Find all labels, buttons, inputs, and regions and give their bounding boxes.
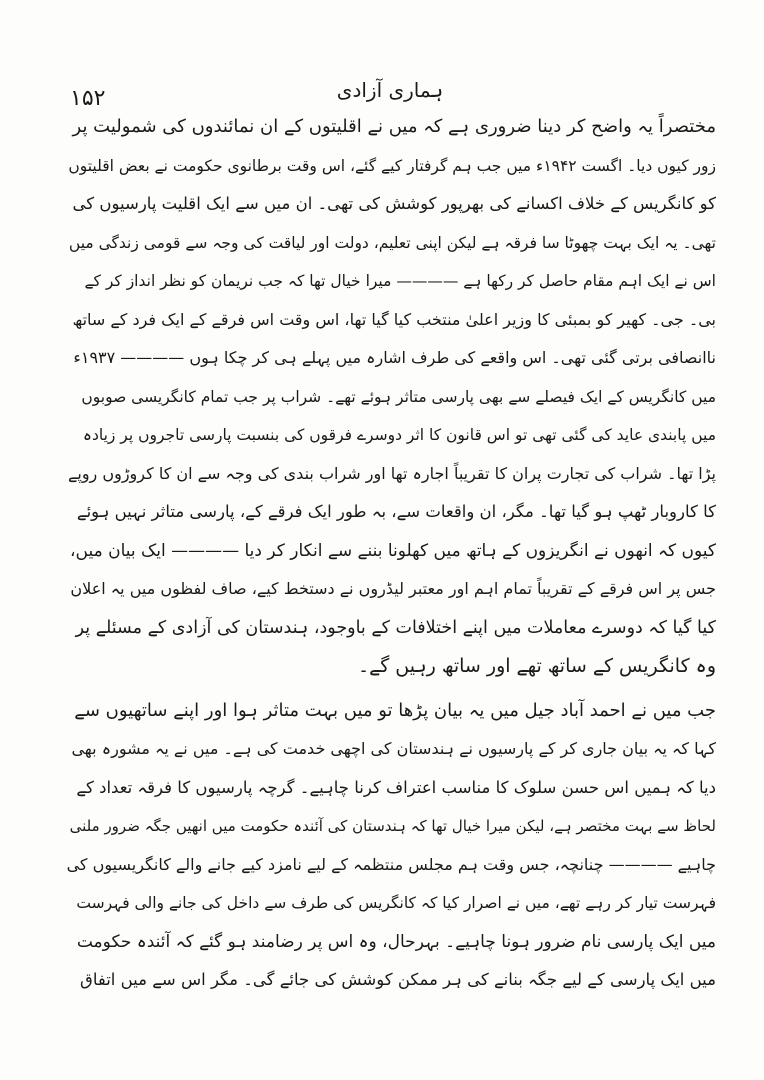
text-line: مختصراً یہ واضح کر دینا ضروری ہے کہ میں نے اقلیتوں کے ان نمائندوں کی شمولیت پر — [72, 116, 716, 137]
text-line: کا کاروبار ٹھپ ہو گیا تھا۔ مگر، ان واقعات سے، بہ طور ایک فرقے کے، پارسی متاثر نہیں ہوئے — [76, 502, 716, 521]
text-line: کو کانگریس کے خلاف اکسانے کی بھرپور کوشش کی تھی۔ ان میں سے ایک اقلیت پارسیوں کی — [72, 194, 716, 213]
text-line: تھی۔ یہ ایک بہت چھوٹا سا فرقہ ہے لیکن اپنی تعلیم، دولت اور لیاقت کی وجہ سے قومی زندگی میں — [68, 233, 716, 252]
text-line: زور کیوں دیا۔ اگست ۱۹۴۲ء میں جب ہم گرفتار کیے گئے، اس وقت برطانوی حکومت نے بعض اقلیتوں — [68, 156, 716, 175]
text-line: دیا کہ ہمیں اس حسن سلوک کا مناسب اعتراف کرنا چاہیے۔ گرچہ پارسیوں کا فرقہ تعداد کے — [76, 777, 716, 797]
body-text — [66, 108, 716, 1000]
text-line: کیوں کہ انھوں نے انگریزوں کے ہاتھ میں کھلونا بننے سے انکار کر دیا ———— ایک بیان میں، — [70, 540, 716, 561]
running-title: ہماری آزادی — [336, 78, 444, 102]
text-line: فہرست تیار کر رہے تھے، میں نے اصرار کیا کہ کانگریس کی طرف سے داخل کی جانے والی فہرست — [76, 894, 716, 912]
text-line: لحاظ سے بہت مختصر ہے، لیکن میرا خیال تھا کہ ہندستان کی آئندہ حکومت میں انھیں جگہ ضرور ملنی — [69, 817, 716, 835]
page-number: ۱۵۲ — [70, 86, 106, 111]
paragraph-2 — [66, 692, 716, 1000]
text-line: بی۔ جی۔ کھیر کو بمبئی کا وزیر اعلیٰ منتخب کیا گیا تھا، اس وقت اس فرقے کے ایک فرد کے ساتھ — [72, 309, 716, 329]
text-line: وہ کانگریس کے ساتھ تھے اور ساتھ رہیں گے۔ — [357, 655, 716, 677]
text-line: کہا کہ یہ بیان جاری کر کے پارسیوں نے ہندستان کی اچھی خدمت کی ہے۔ میں نے یہ مشورہ بھی — [71, 739, 716, 758]
text-line: اس نے ایک اہم مقام حاصل کر رکھا ہے ———— میرا خیال تھا کہ جب نریمان کو نظر انداز کر کے — [84, 272, 716, 290]
text-line: میں کانگریس کے ایک فیصلے سے بھی پارسی متاثر ہوئے تھے۔ شراب پر جب تمام کانگریسی صوبوں — [81, 387, 716, 406]
text-line: جب میں نے احمد آباد جیل میں یہ بیان پڑھا تو میں بہت متاثر ہوا اور اپنے ساتھیوں سے — [74, 699, 716, 721]
text-line: میں ایک پارسی نام ضرور ہونا چاہیے۔ بہرحال، وہ اس پر رضامند ہو گئے کہ آئندہ حکومت — [76, 931, 716, 952]
text-line: چاہیے ———— چنانچہ، جس وقت ہم مجلس منتظمہ کے لیے نامزد کیے جانے والے کانگریسیوں کی — [66, 854, 716, 874]
text-line: پڑا تھا۔ شراب کی تجارت پران کا تقریباً اجارہ تھا اور شراب بندی کی وجہ سے ان کا کروڑوں روپے — [67, 463, 716, 483]
text-line: میں پابندی عاید کی گئی تھی تو اس قانون کا اثر دوسرے فرقوں کی بنسبت پارسی تاجروں پر زیادہ — [82, 426, 716, 444]
text-line: جس پر اس فرقے کے تقریباً تمام اہم اور معتبر لیڈروں نے دستخط کیے، صاف لفظوں میں یہ اعلان — [70, 579, 716, 598]
text-line: میں ایک پارسی کے لیے جگہ بنانے کی ہر ممکن کوشش کی جائے گی۔ مگر اس سے میں اتفاق — [80, 970, 716, 989]
text-line: ناانصافی برتی گئی تھی۔ اس واقعے کی طرف اشارہ میں پہلے ہی کر چکا ہوں ———— ۱۹۳۷ء — [73, 348, 716, 367]
text-line: کیا گیا کہ دوسرے معاملات میں اپنے اختلافات کے باوجود، ہندستان کی آزادی کے مسئلے پر — [75, 617, 716, 638]
paragraph-1 — [66, 108, 716, 686]
